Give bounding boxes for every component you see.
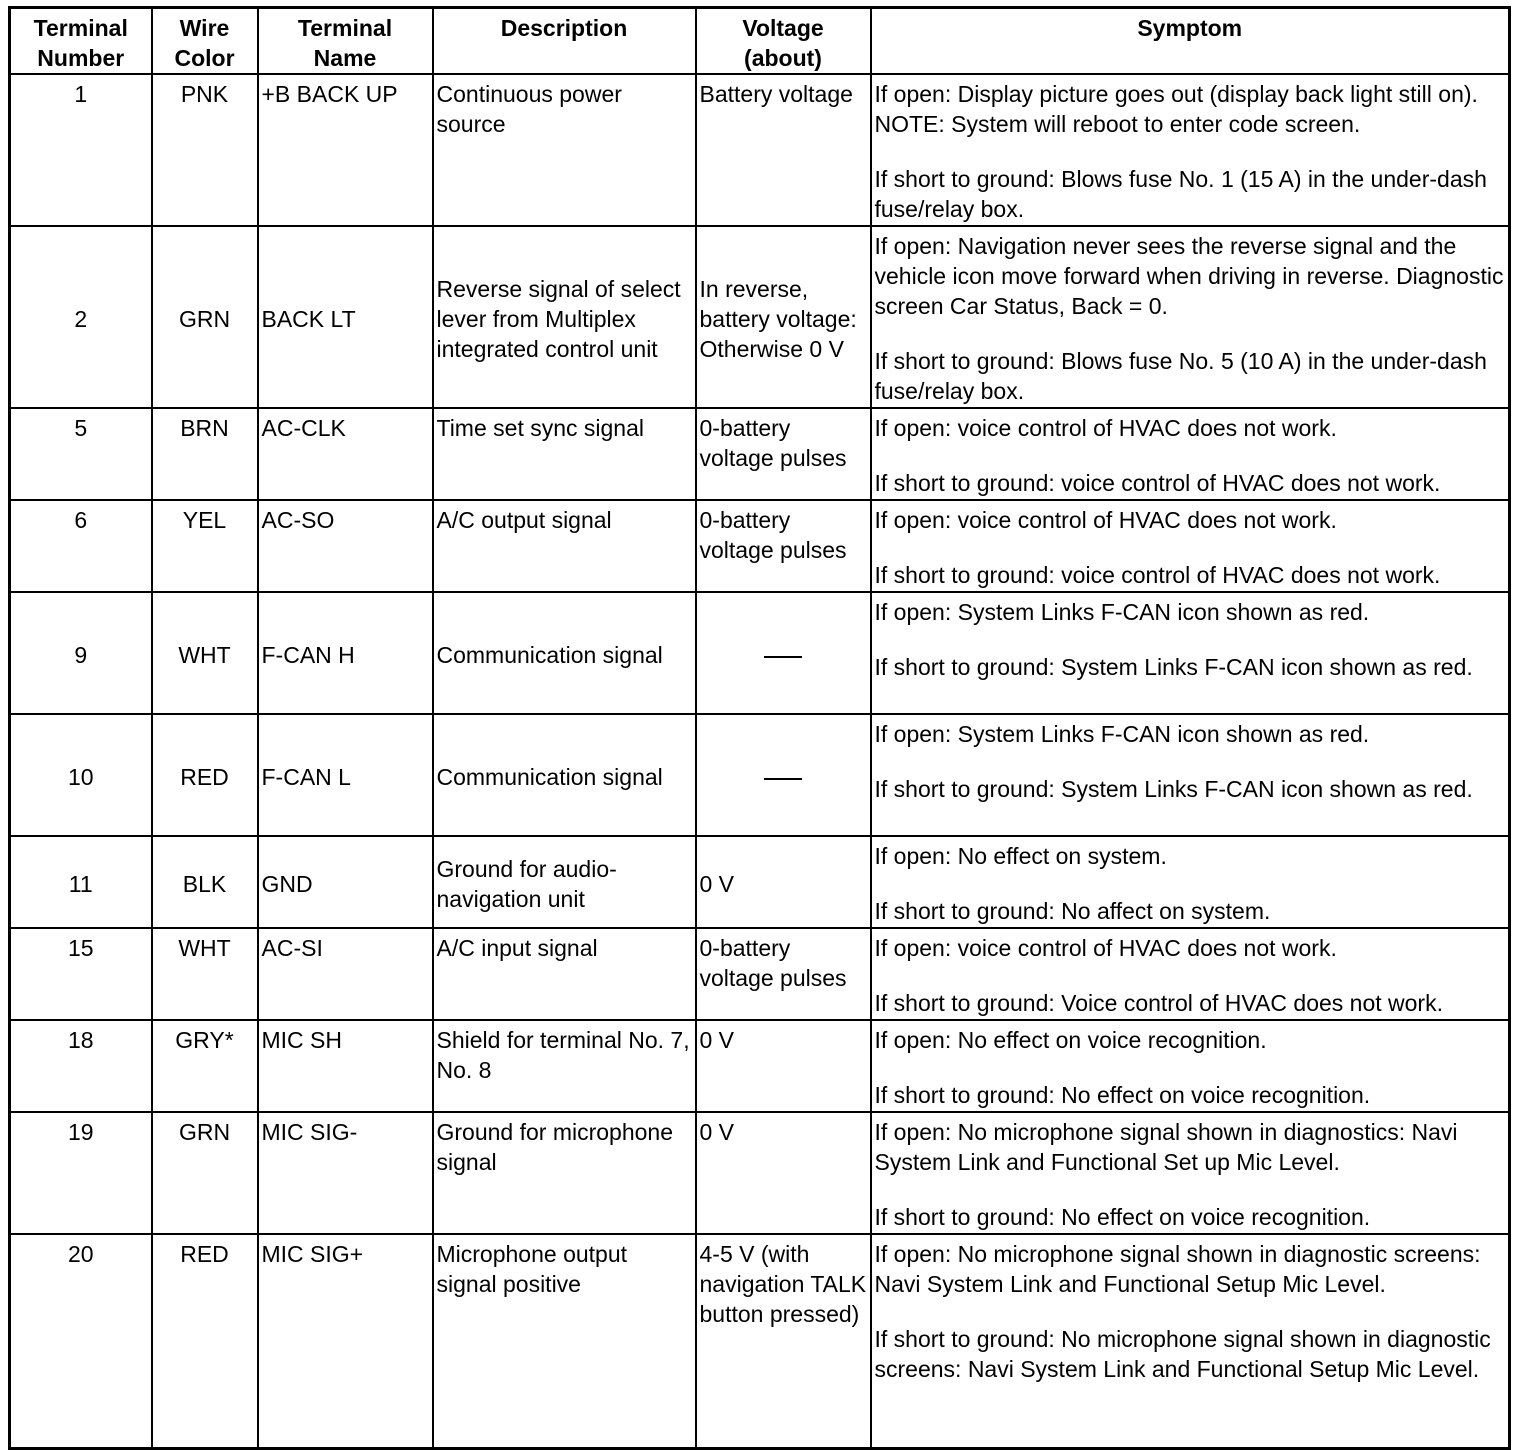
wire-color: BRN bbox=[152, 408, 258, 500]
symptom-short: If short to ground: No effect on voice recognition. bbox=[874, 1082, 1371, 1108]
symptom-open: If open: Navigation never sees the reverse signal and the vehicle icon move forward when driving in reverse. Diagnostic screen Car Status, Back = 0. bbox=[874, 233, 1504, 319]
header-terminal-number: Terminal Number bbox=[10, 8, 152, 75]
terminal-number: 11 bbox=[10, 836, 152, 928]
symptom bbox=[871, 592, 1510, 714]
header-voltage: Voltage (about) bbox=[696, 8, 871, 75]
terminal-number: 5 bbox=[10, 408, 152, 500]
symptom-open: If open: No effect on voice recognition. bbox=[874, 1027, 1267, 1053]
description: A/C input signal bbox=[433, 928, 696, 1020]
symptom-open: If open: voice control of HVAC does not work. bbox=[874, 415, 1337, 441]
description: A/C output signal bbox=[433, 500, 696, 592]
wire-color: BLK bbox=[152, 836, 258, 928]
table-row bbox=[10, 592, 1510, 714]
table-row bbox=[10, 226, 1510, 408]
terminal-name: MIC SIG- bbox=[258, 1112, 433, 1234]
em-dash-icon bbox=[764, 778, 802, 780]
wire-color: WHT bbox=[152, 592, 258, 714]
symptom-open: If open: voice control of HVAC does not work. bbox=[874, 507, 1337, 533]
wire-color: WHT bbox=[152, 928, 258, 1020]
description: Shield for terminal No. 7, No. 8 bbox=[433, 1020, 696, 1112]
terminal-number: 1 bbox=[10, 74, 152, 226]
symptom bbox=[871, 714, 1510, 836]
table-row bbox=[10, 408, 1510, 500]
terminal-name: AC-SO bbox=[258, 500, 433, 592]
table-row bbox=[10, 1112, 1510, 1234]
description: Communication signal bbox=[433, 592, 696, 714]
symptom-short: If short to ground: No microphone signal shown in diagnostic screens: Navi System Link and Functional Setup Mic Level. bbox=[874, 1326, 1491, 1382]
symptom bbox=[871, 1234, 1510, 1448]
description: Ground for microphone signal bbox=[433, 1112, 696, 1234]
terminal-number: 6 bbox=[10, 500, 152, 592]
terminal-name: F-CAN H bbox=[258, 592, 433, 714]
symptom bbox=[871, 836, 1510, 928]
terminal-name: GND bbox=[258, 836, 433, 928]
wire-color: RED bbox=[152, 1234, 258, 1448]
voltage bbox=[696, 714, 871, 836]
table-row bbox=[10, 714, 1510, 836]
symptom-short: If short to ground: System Links F-CAN icon shown as red. bbox=[874, 654, 1473, 680]
symptom-open: If open: Display picture goes out (display back light still on). NOTE: System will reboot to enter code screen. bbox=[874, 81, 1478, 137]
voltage: In reverse, battery voltage: Otherwise 0 V bbox=[696, 226, 871, 408]
description: Continuous power source bbox=[433, 74, 696, 226]
table-row bbox=[10, 836, 1510, 928]
terminal-name: AC-SI bbox=[258, 928, 433, 1020]
terminal-name: MIC SH bbox=[258, 1020, 433, 1112]
description: Microphone output signal positive bbox=[433, 1234, 696, 1448]
symptom-open: If open: voice control of HVAC does not work. bbox=[874, 935, 1337, 961]
voltage: 0-battery voltage pulses bbox=[696, 408, 871, 500]
terminal-name: MIC SIG+ bbox=[258, 1234, 433, 1448]
wire-color: RED bbox=[152, 714, 258, 836]
symptom-short: If short to ground: No affect on system. bbox=[874, 898, 1271, 924]
symptom-short: If short to ground: Blows fuse No. 5 (10 A) in the under-dash fuse/relay box. bbox=[874, 348, 1487, 404]
terminal-number: 19 bbox=[10, 1112, 152, 1234]
terminal-number: 9 bbox=[10, 592, 152, 714]
symptom-open: If open: No effect on system. bbox=[874, 843, 1167, 869]
wire-color: YEL bbox=[152, 500, 258, 592]
wire-color: GRN bbox=[152, 1112, 258, 1234]
terminal-name: +B BACK UP bbox=[258, 74, 433, 226]
symptom-open: If open: System Links F-CAN icon shown as red. bbox=[874, 721, 1370, 747]
symptom bbox=[871, 500, 1510, 592]
table-row bbox=[10, 74, 1510, 226]
symptom-short: If short to ground: voice control of HVAC does not work. bbox=[874, 562, 1441, 588]
symptom bbox=[871, 226, 1510, 408]
voltage: 4-5 V (with navigation TALK button pressed) bbox=[696, 1234, 871, 1448]
terminal-number: 15 bbox=[10, 928, 152, 1020]
terminal-number: 10 bbox=[10, 714, 152, 836]
symptom bbox=[871, 408, 1510, 500]
header-row bbox=[10, 8, 1510, 75]
symptom bbox=[871, 1112, 1510, 1234]
description: Time set sync signal bbox=[433, 408, 696, 500]
em-dash-icon bbox=[764, 656, 802, 658]
symptom-short: If short to ground: voice control of HVAC does not work. bbox=[874, 470, 1441, 496]
voltage bbox=[696, 592, 871, 714]
table-row bbox=[10, 1234, 1510, 1448]
terminal-name: AC-CLK bbox=[258, 408, 433, 500]
voltage: 0-battery voltage pulses bbox=[696, 500, 871, 592]
terminal-name: BACK LT bbox=[258, 226, 433, 408]
symptom-short: If short to ground: Blows fuse No. 1 (15 A) in the under-dash fuse/relay box. bbox=[874, 166, 1487, 222]
symptom bbox=[871, 74, 1510, 226]
symptom-short: If short to ground: Voice control of HVAC does not work. bbox=[874, 990, 1443, 1016]
terminal-number: 20 bbox=[10, 1234, 152, 1448]
voltage: 0 V bbox=[696, 1112, 871, 1234]
symptom-open: If open: No microphone signal shown in diagnostics: Navi System Link and Functional Set up Mic Level. bbox=[874, 1119, 1458, 1175]
symptom-short: If short to ground: System Links F-CAN icon shown as red. bbox=[874, 776, 1473, 802]
voltage: 0-battery voltage pulses bbox=[696, 928, 871, 1020]
header-symptom: Symptom bbox=[871, 8, 1510, 75]
header-wire-color: Wire Color bbox=[152, 8, 258, 75]
description: Reverse signal of select lever from Multiplex integrated control unit bbox=[433, 226, 696, 408]
voltage: Battery voltage bbox=[696, 74, 871, 226]
symptom-open: If open: No microphone signal shown in diagnostic screens: Navi System Link and Functional Setup Mic Level. bbox=[874, 1241, 1481, 1297]
terminal-number: 18 bbox=[10, 1020, 152, 1112]
table-row bbox=[10, 928, 1510, 1020]
terminal-pinout-table bbox=[8, 6, 1511, 1450]
voltage: 0 V bbox=[696, 836, 871, 928]
wire-color: GRY* bbox=[152, 1020, 258, 1112]
header-description: Description bbox=[433, 8, 696, 75]
terminal-name: F-CAN L bbox=[258, 714, 433, 836]
wire-color: GRN bbox=[152, 226, 258, 408]
symptom-short: If short to ground: No effect on voice recognition. bbox=[874, 1204, 1371, 1230]
terminal-number: 2 bbox=[10, 226, 152, 408]
description: Ground for audio-navigation unit bbox=[433, 836, 696, 928]
symptom bbox=[871, 928, 1510, 1020]
table-row bbox=[10, 500, 1510, 592]
symptom-open: If open: System Links F-CAN icon shown as red. bbox=[874, 599, 1370, 625]
description: Communication signal bbox=[433, 714, 696, 836]
voltage: 0 V bbox=[696, 1020, 871, 1112]
symptom bbox=[871, 1020, 1510, 1112]
table-row bbox=[10, 1020, 1510, 1112]
wire-color: PNK bbox=[152, 74, 258, 226]
header-terminal-name: Terminal Name bbox=[258, 8, 433, 75]
